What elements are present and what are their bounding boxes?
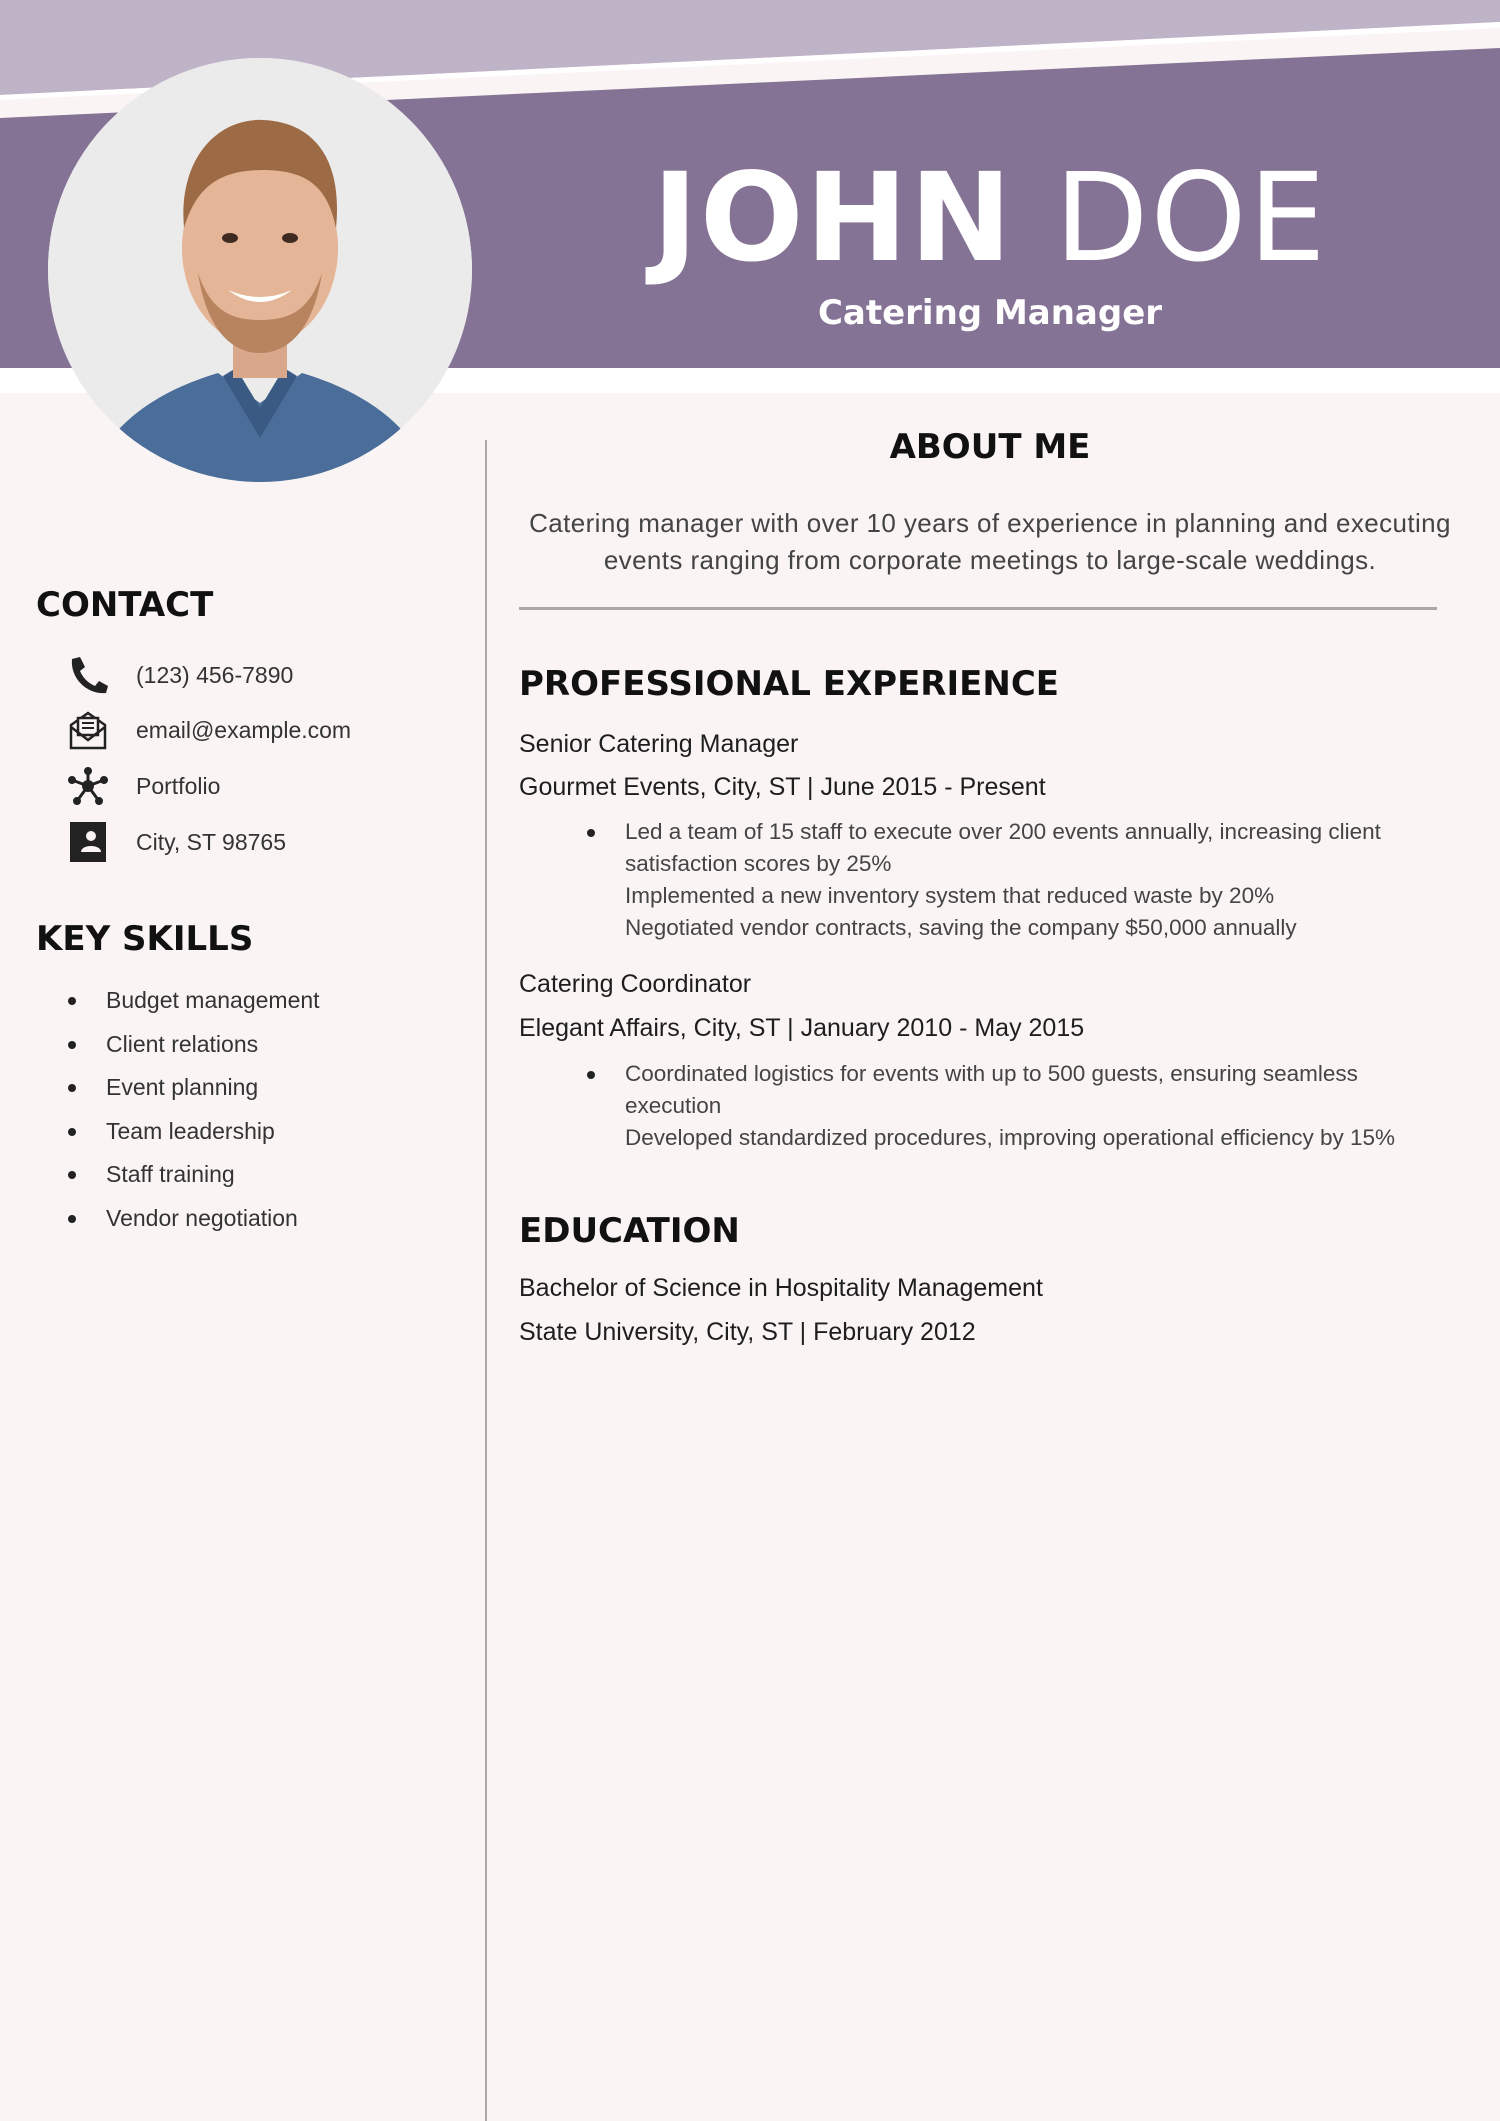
section-divider xyxy=(519,607,1437,610)
skill-label: Vendor negotiation xyxy=(106,1204,298,1231)
about-text: Catering manager with over 10 years of experience in planning and executing events ranging from corporate meetings to large-scale weddings. xyxy=(529,508,1451,575)
bullet-icon xyxy=(68,1171,76,1179)
last-name: DOE xyxy=(1054,147,1328,289)
list-item xyxy=(36,1198,320,1242)
list-item xyxy=(36,1154,320,1198)
bullet-icon xyxy=(68,1041,76,1049)
bullet-text: Negotiated vendor contracts, saving the company $50,000 annually xyxy=(625,915,1297,940)
bullet-icon xyxy=(587,829,595,837)
avatar-illustration xyxy=(48,58,472,482)
bullet-icon xyxy=(68,1128,76,1136)
contact-portfolio xyxy=(62,764,220,808)
skill-label: Event planning xyxy=(106,1074,259,1100)
bullet-text: Led a team of 15 staff to execute over 200 events annually, increasing client satisfaction scores by 25% xyxy=(625,819,1381,876)
avatar xyxy=(48,58,472,482)
job-company-1: Gourmet Events, City, ST | June 2015 - Present xyxy=(519,773,1046,801)
list-item xyxy=(36,1024,320,1068)
experience-heading: PROFESSIONAL EXPERIENCE xyxy=(519,664,1059,704)
network-icon xyxy=(62,764,114,808)
first-name: JOHN xyxy=(652,147,1014,289)
job-bullets-1 xyxy=(625,816,1455,944)
list-item xyxy=(36,980,320,1024)
skills-heading: KEY SKILLS xyxy=(36,919,254,959)
list-item xyxy=(36,1067,320,1111)
bullet-text: Developed standardized procedures, improving operational efficiency by 15% xyxy=(625,1125,1396,1150)
job-title-1: Senior Catering Manager xyxy=(519,730,799,758)
skills-list xyxy=(36,980,320,1241)
list-item xyxy=(625,912,1455,944)
phone-icon xyxy=(62,653,114,697)
list-item xyxy=(625,816,1455,880)
contact-address xyxy=(62,820,286,864)
email-address: email@example.com xyxy=(136,716,352,743)
list-item xyxy=(625,1058,1455,1122)
education-heading: EDUCATION xyxy=(519,1211,740,1251)
about-heading: ABOUT ME xyxy=(889,427,1091,467)
contact-heading: CONTACT xyxy=(36,585,214,625)
job-company-2: Elegant Affairs, City, ST | January 2010 - May 2015 xyxy=(519,1014,1085,1042)
list-item xyxy=(36,1111,320,1155)
skill-label: Client relations xyxy=(106,1030,259,1057)
list-item xyxy=(625,1122,1455,1154)
list-item xyxy=(625,880,1455,912)
job-title-2: Catering Coordinator xyxy=(519,970,752,998)
job-bullets-2 xyxy=(625,1058,1455,1154)
phone-number: (123) 456-7890 xyxy=(136,661,294,688)
contact-phone xyxy=(62,653,293,697)
envelope-icon xyxy=(62,708,114,752)
contact-email xyxy=(62,708,351,752)
bullet-icon xyxy=(68,1084,76,1092)
school-info: State University, City, ST | February 2012 xyxy=(519,1318,976,1346)
address-book-icon xyxy=(62,820,114,864)
skill-label: Budget management xyxy=(106,987,320,1013)
bullet-icon xyxy=(587,1071,595,1079)
address-text: City, ST 98765 xyxy=(136,828,287,855)
portfolio-link[interactable]: Portfolio xyxy=(136,772,221,799)
bullet-icon xyxy=(68,997,76,1005)
job-title: Catering Manager xyxy=(817,293,1163,333)
bullet-text: Coordinated logistics for events with up to 500 guests, ensuring seamless execution xyxy=(625,1061,1358,1118)
skill-label: Staff training xyxy=(106,1161,235,1187)
bullet-icon xyxy=(68,1215,76,1223)
candidate-name xyxy=(560,148,1420,288)
skill-label: Team leadership xyxy=(106,1117,275,1144)
bullet-text: Implemented a new inventory system that reduced waste by 20% xyxy=(625,883,1275,908)
degree-title: Bachelor of Science in Hospitality Management xyxy=(519,1274,1043,1302)
column-divider xyxy=(485,440,487,2121)
